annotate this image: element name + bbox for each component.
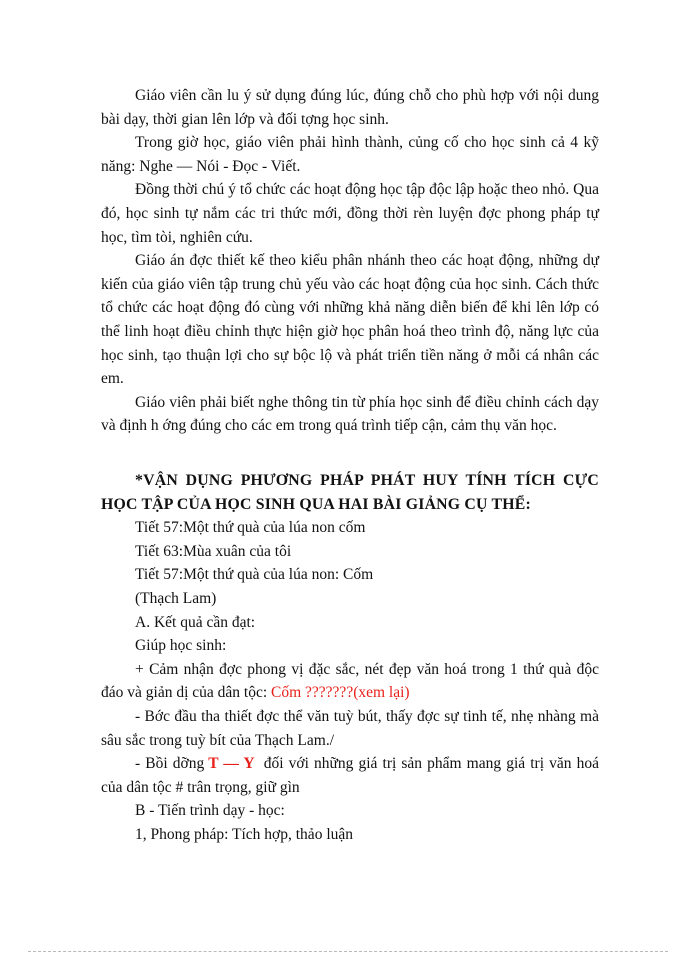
paragraph-5: Giáo viên phải biết nghe thông tin từ phía học sinh để điều chỉnh cách dạy và định h ớng đúng cho các em trong quá trình tiếp cận, cảm thụ văn học. <box>101 393 599 435</box>
boi-duong-prefix: - Bồi dỡng <box>135 755 205 773</box>
paragraph-1: Giáo viên cần lu ý sử dụng đúng lúc, đúng chỗ cho phù hợp với nội dung bài dạy, thời gian lên lớp và đối tợng học sinh. <box>101 87 599 128</box>
lesson-line-1: Tiết 57:Một thứ quà của lúa non cốm <box>135 519 366 537</box>
paragraph-4: Giáo án đợc thiết kế theo kiểu phân nhánh theo các hoạt động, những dự kiến của giáo viên tập trung chủ yếu vào các hoạt động của học sinh. Cách thức tổ chức các hoạt động đó cùng với những khả năng diễn biến để khi lên lớp có thể linh hoạt điều chỉnh thực hiện giờ học phân hoá theo trình độ, năng lực của học sinh, tạo thuận lợi cho sự bộc lộ và phát triển tiền năng ở mỗi cá nhân các em. <box>101 252 599 388</box>
lesson-author: (Thạch Lam) <box>135 589 217 607</box>
section-heading: *VẬN DỤNG PHƯƠNG PHÁP PHÁT HUY TÍNH TÍCH CỰC HỌC TẬP CỦA HỌC SINH QUA HAI BÀI GIẢNG CỤ THỂ: <box>101 472 599 513</box>
boi-duong-red-mark: T — Y <box>208 755 255 773</box>
help-students-line: Giúp học sinh: <box>135 637 227 655</box>
cam-nhan-text: + Cảm nhận đợc phong vị đặc sắc, nét đẹp văn hoá trong 1 thứ quà độc đáo và giản dị của dân tộc: <box>101 660 599 702</box>
subheading-results: A. Kết quả cần đạt: <box>135 613 256 631</box>
paragraph-2: Trong giờ học, giáo viên phải hình thành, củng cố cho học sinh cả 4 kỹ năng: Nghe — Nói - Đọc - Viết. <box>101 134 599 175</box>
lesson-title: Tiết 57:Một thứ quà của lúa non: Cốm <box>135 566 374 584</box>
paragraph-cam-nhan <box>101 658 599 705</box>
lesson-line-2: Tiết 63:Mùa xuân của tôi <box>135 542 292 560</box>
boi-duong-rest: đối với những giá trị sản phẩm mang giá trị văn hoá của dân tộc # trân trọng, giữ gìn <box>101 755 599 796</box>
paragraph-boi-duong <box>101 752 599 799</box>
page-bottom-rule <box>28 951 668 952</box>
intro-section <box>101 84 599 438</box>
cam-nhan-red-note: Cốm ???????(xem lại) <box>271 684 410 702</box>
application-section <box>101 469 599 847</box>
paragraph-3: Đồng thời chú ý tổ chức các hoạt động học tập độc lập hoặc theo nhỏ. Qua đó, học sinh tự nắm các tri thức mới, đồng thời rèn luyện đợc phong pháp tự học, tìm tòi, nghiên cứu. <box>101 181 599 246</box>
subheading-process: B - Tiến trình dạy - học: <box>135 802 285 820</box>
paragraph-buoc-dau: - Bớc đầu tha thiết đợc thể văn tuỳ bút, thấy đợc sự tinh tế, nhẹ nhàng mà sâu sắc trong tuỳ bít của Thạch Lam./ <box>101 707 599 749</box>
method-line: 1, Phong pháp: Tích hợp, thảo luận <box>135 825 353 843</box>
